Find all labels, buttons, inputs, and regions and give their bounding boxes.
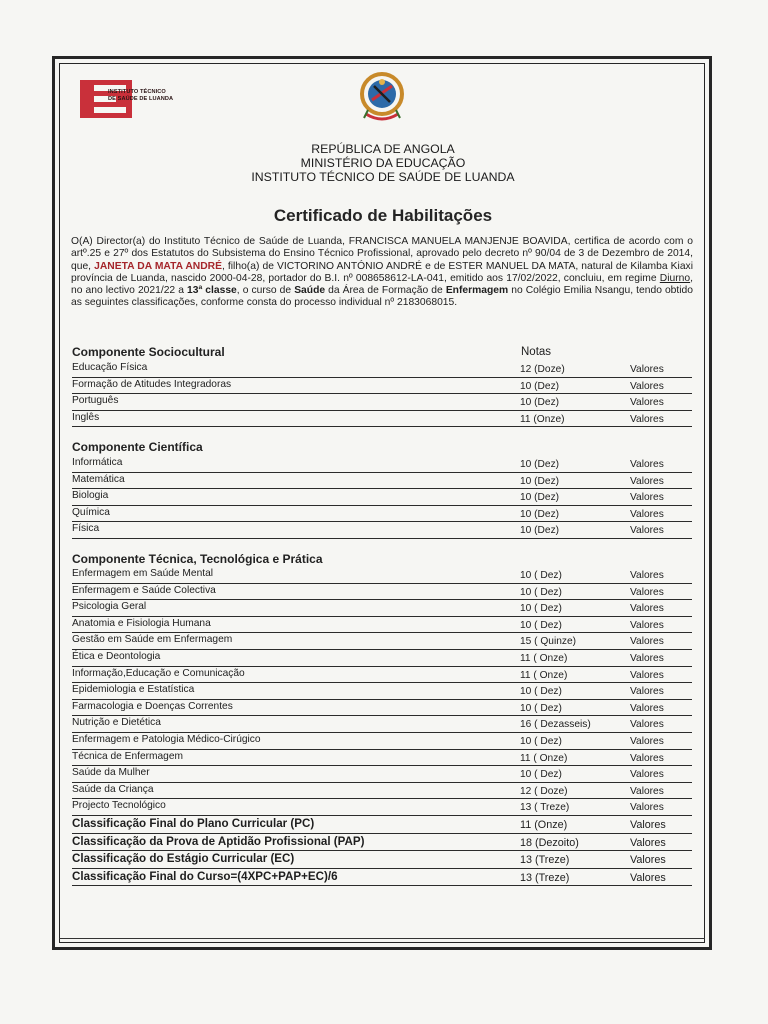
subject-name: Enfermagem e Saúde Colectiva (72, 584, 216, 596)
subject-name: Informação,Educação e Comunicação (72, 667, 245, 679)
intro-text-3: , no ano lectivo 2021/22 a (71, 272, 693, 297)
final-row-pc (72, 816, 692, 834)
school-logo (80, 80, 180, 120)
subject-grade: 12 (Doze) (520, 364, 565, 375)
subject-name: Psicologia Geral (72, 601, 147, 613)
grade-unit: Valores (630, 364, 664, 375)
subject-name: Português (72, 395, 119, 407)
subject-name: Educação Física (72, 362, 148, 373)
national-emblem-icon (358, 70, 406, 124)
subject-name: Química (72, 506, 110, 518)
grade-unit: Valores (630, 736, 664, 747)
table-row (72, 473, 692, 490)
section-title-tecnica: Componente Técnica, Tecnológica e Prática (72, 552, 323, 566)
table-row (72, 617, 692, 634)
table-row (72, 361, 692, 378)
grade-unit: Valores (630, 570, 664, 581)
logo-text-line2: DE SAÚDE DE LUANDA (108, 95, 174, 102)
grade-unit: Valores (630, 636, 664, 648)
school-logo-text (108, 89, 173, 102)
grade-unit: Valores (630, 653, 664, 664)
grade-unit: Valores (630, 686, 664, 698)
subject-grade: 10 ( Dez) (520, 586, 562, 598)
intro-text-2: , filho(a) de VICTORINO ANTÓNIO ANDRÉ e de ESTER MANUEL DA MATA, natural de Kilamba Kiaxi província de Luanda, nascido 2000-04-28, portador do B.I. nº 008658612-LA-041, emitido aos 17/02/2022, concluiu, em regime (71, 260, 693, 284)
subject-grade: 15 ( Quinze) (520, 636, 577, 648)
subject-name: Saúde da Mulher (72, 767, 150, 779)
grade-unit: Valores (630, 586, 664, 598)
subject-grade: 10 ( Dez) (520, 619, 562, 631)
subject-name: Biologia (72, 490, 109, 502)
subject-name: Gestão em Saúde em Enfermagem (72, 634, 233, 646)
subject-name: Farmacologia e Doenças Correntes (72, 700, 233, 712)
grade-unit: Valores (630, 752, 664, 764)
grade-unit: Valores (630, 719, 664, 731)
subject-grade: 11 (Onze) (520, 413, 565, 425)
subject-name: Anatomia e Fisiologia Humana (72, 617, 211, 629)
grade-unit: Valores (630, 669, 664, 681)
subject-grade: 10 ( Dez) (520, 769, 562, 781)
subject-name: Enfermagem em Saúde Mental (72, 568, 213, 579)
final-grade: 18 (Dezoito) (520, 836, 579, 849)
table-row (72, 394, 692, 411)
grade-unit: Valores (630, 785, 664, 797)
subject-grade: 10 ( Dez) (520, 702, 562, 714)
subject-grade: 10 (Dez) (520, 380, 560, 392)
training-area: Enfermagem (445, 285, 509, 297)
table-row (72, 716, 692, 733)
intro-text-4: , o curso de (236, 285, 295, 297)
table-row (72, 733, 692, 750)
table-row (72, 683, 692, 700)
final-row-pap (72, 834, 692, 852)
subject-name: Enfermagem e Patologia Médico-Cirúgico (72, 734, 261, 745)
intro-text-1: O(A) Director(a) do Instituto Técnico de Saúde de Luanda, FRANCISCA MANUELA MANJENJE BOAVIDA, certifica de acordo com o artº.25 e 27º dos Estatutos do Subsistema do Ensino Técnico Profissional, aprovado pelo decreto nº 90/04 de 3 de Dezembro de 2014, que, (71, 236, 693, 272)
certificate-title: Certificado de Habilitações (273, 206, 493, 225)
subject-grade: 11 ( Onze) (520, 752, 568, 764)
subject-name: Nutrição e Dietética (72, 717, 161, 729)
table-row (72, 567, 692, 584)
grade-unit: Valores (630, 492, 664, 504)
subject-name: Física (72, 523, 100, 535)
final-row-course (72, 869, 692, 887)
grade-unit: Valores (630, 603, 664, 615)
subject-grade: 10 (Dez) (520, 397, 560, 409)
section-title-sociocultural: Componente Sociocultural (72, 345, 225, 359)
table-row (72, 522, 692, 539)
subject-grade: 10 (Dez) (520, 459, 560, 470)
header-institute: INSTITUTO TÉCNICO DE SAÚDE DE LUANDA (251, 170, 515, 184)
header-republic: REPÚBLICA DE ANGOLA (311, 142, 455, 156)
grade-unit: Valores (630, 819, 666, 831)
grade-unit: Valores (630, 397, 664, 409)
grade-unit: Valores (630, 836, 666, 849)
subject-grade: 10 (Dez) (520, 508, 560, 520)
bottom-rule (59, 938, 705, 939)
study-regime: Diurno (659, 272, 691, 284)
subject-grade: 11 ( Onze) (520, 653, 568, 664)
table-row (72, 411, 692, 428)
final-label: Classificação Final do Plano Curricular (PC) (72, 817, 315, 830)
final-grade: 11 (Onze) (520, 819, 568, 831)
subject-grade: 10 ( Dez) (520, 603, 562, 615)
table-row (72, 600, 692, 617)
subject-grade: 12 ( Doze) (520, 785, 568, 797)
section-title-cientifica: Componente Científica (72, 440, 203, 454)
grade-unit: Valores (630, 702, 664, 714)
grade-unit: Valores (630, 854, 666, 867)
subject-grade: 10 ( Dez) (520, 570, 562, 581)
final-grade: 13 (Treze) (520, 871, 570, 884)
subject-grade: 10 (Dez) (520, 525, 560, 537)
grade-unit: Valores (630, 871, 666, 884)
table-row (72, 667, 692, 684)
subject-grade: 10 (Dez) (520, 492, 560, 504)
table-row (72, 799, 692, 816)
subject-name: Formação de Atitudes Integradoras (72, 378, 232, 390)
subject-name: Ética e Deontologia (72, 651, 161, 662)
certificate-intro-paragraph (71, 236, 693, 310)
subject-name: Informática (72, 457, 123, 468)
table-row (72, 700, 692, 717)
grade-unit: Valores (630, 459, 664, 470)
grade-unit: Valores (630, 475, 664, 487)
course-name: Saúde (294, 285, 326, 297)
table-row (72, 456, 692, 473)
table-row (72, 584, 692, 601)
table-row (72, 489, 692, 506)
subject-name: Técnica de Enfermagem (72, 750, 183, 762)
grade-unit: Valores (630, 413, 664, 425)
subject-grade: 10 ( Dez) (520, 686, 562, 698)
grade-unit: Valores (630, 619, 664, 631)
subject-name: Saúde da Criança (72, 783, 154, 795)
subject-grade: 10 (Dez) (520, 475, 560, 487)
final-label: Classificação do Estágio Curricular (EC) (72, 852, 295, 866)
table-row (72, 650, 692, 667)
final-grade: 13 (Treze) (520, 854, 570, 867)
intro-text-5: da Área de Formação de (325, 285, 446, 297)
subject-grade: 11 ( Onze) (520, 669, 568, 681)
grade-unit: Valores (630, 525, 664, 537)
header-ministry: MINISTÉRIO DA EDUCAÇÃO (300, 156, 466, 170)
grade-unit: Valores (630, 769, 664, 781)
subject-name: Matemática (72, 473, 125, 485)
final-label: Classificação Final do Curso=(4XPC+PAP+EC)/6 (72, 869, 338, 883)
table-row (72, 766, 692, 783)
subject-grade: 16 ( Dezasseis) (520, 719, 591, 731)
logo-text-line1: INSTITUTO TÉCNICO (108, 89, 166, 95)
grade-unit: Valores (630, 802, 664, 814)
intro-text-6: no Colégio Emilia Nsangu, tendo obtido as seguintes classificações, conforme consta do processo individual nº 2183068015. (71, 285, 694, 309)
table-row (72, 750, 692, 767)
subject-name: Epidemiologia e Estatística (72, 684, 195, 696)
table-row (72, 633, 692, 650)
table-row (72, 378, 692, 395)
subject-name: Projecto Tecnológico (72, 800, 166, 812)
grade-unit: Valores (630, 380, 664, 392)
subject-grade: 13 ( Treze) (520, 802, 570, 814)
final-row-ec (72, 851, 692, 869)
class-level: 13ª classe (186, 285, 237, 297)
student-name: JANETA DA MATA ANDRÉ (94, 260, 222, 272)
final-label: Classificação da Prova de Aptidão Profissional (PAP) (72, 834, 365, 848)
subject-grade: 10 ( Dez) (520, 736, 562, 747)
grades-column-header: Notas (521, 346, 552, 358)
grade-unit: Valores (630, 508, 664, 520)
table-row (72, 506, 692, 523)
table-row (72, 783, 692, 800)
subject-name: Inglês (72, 411, 100, 423)
